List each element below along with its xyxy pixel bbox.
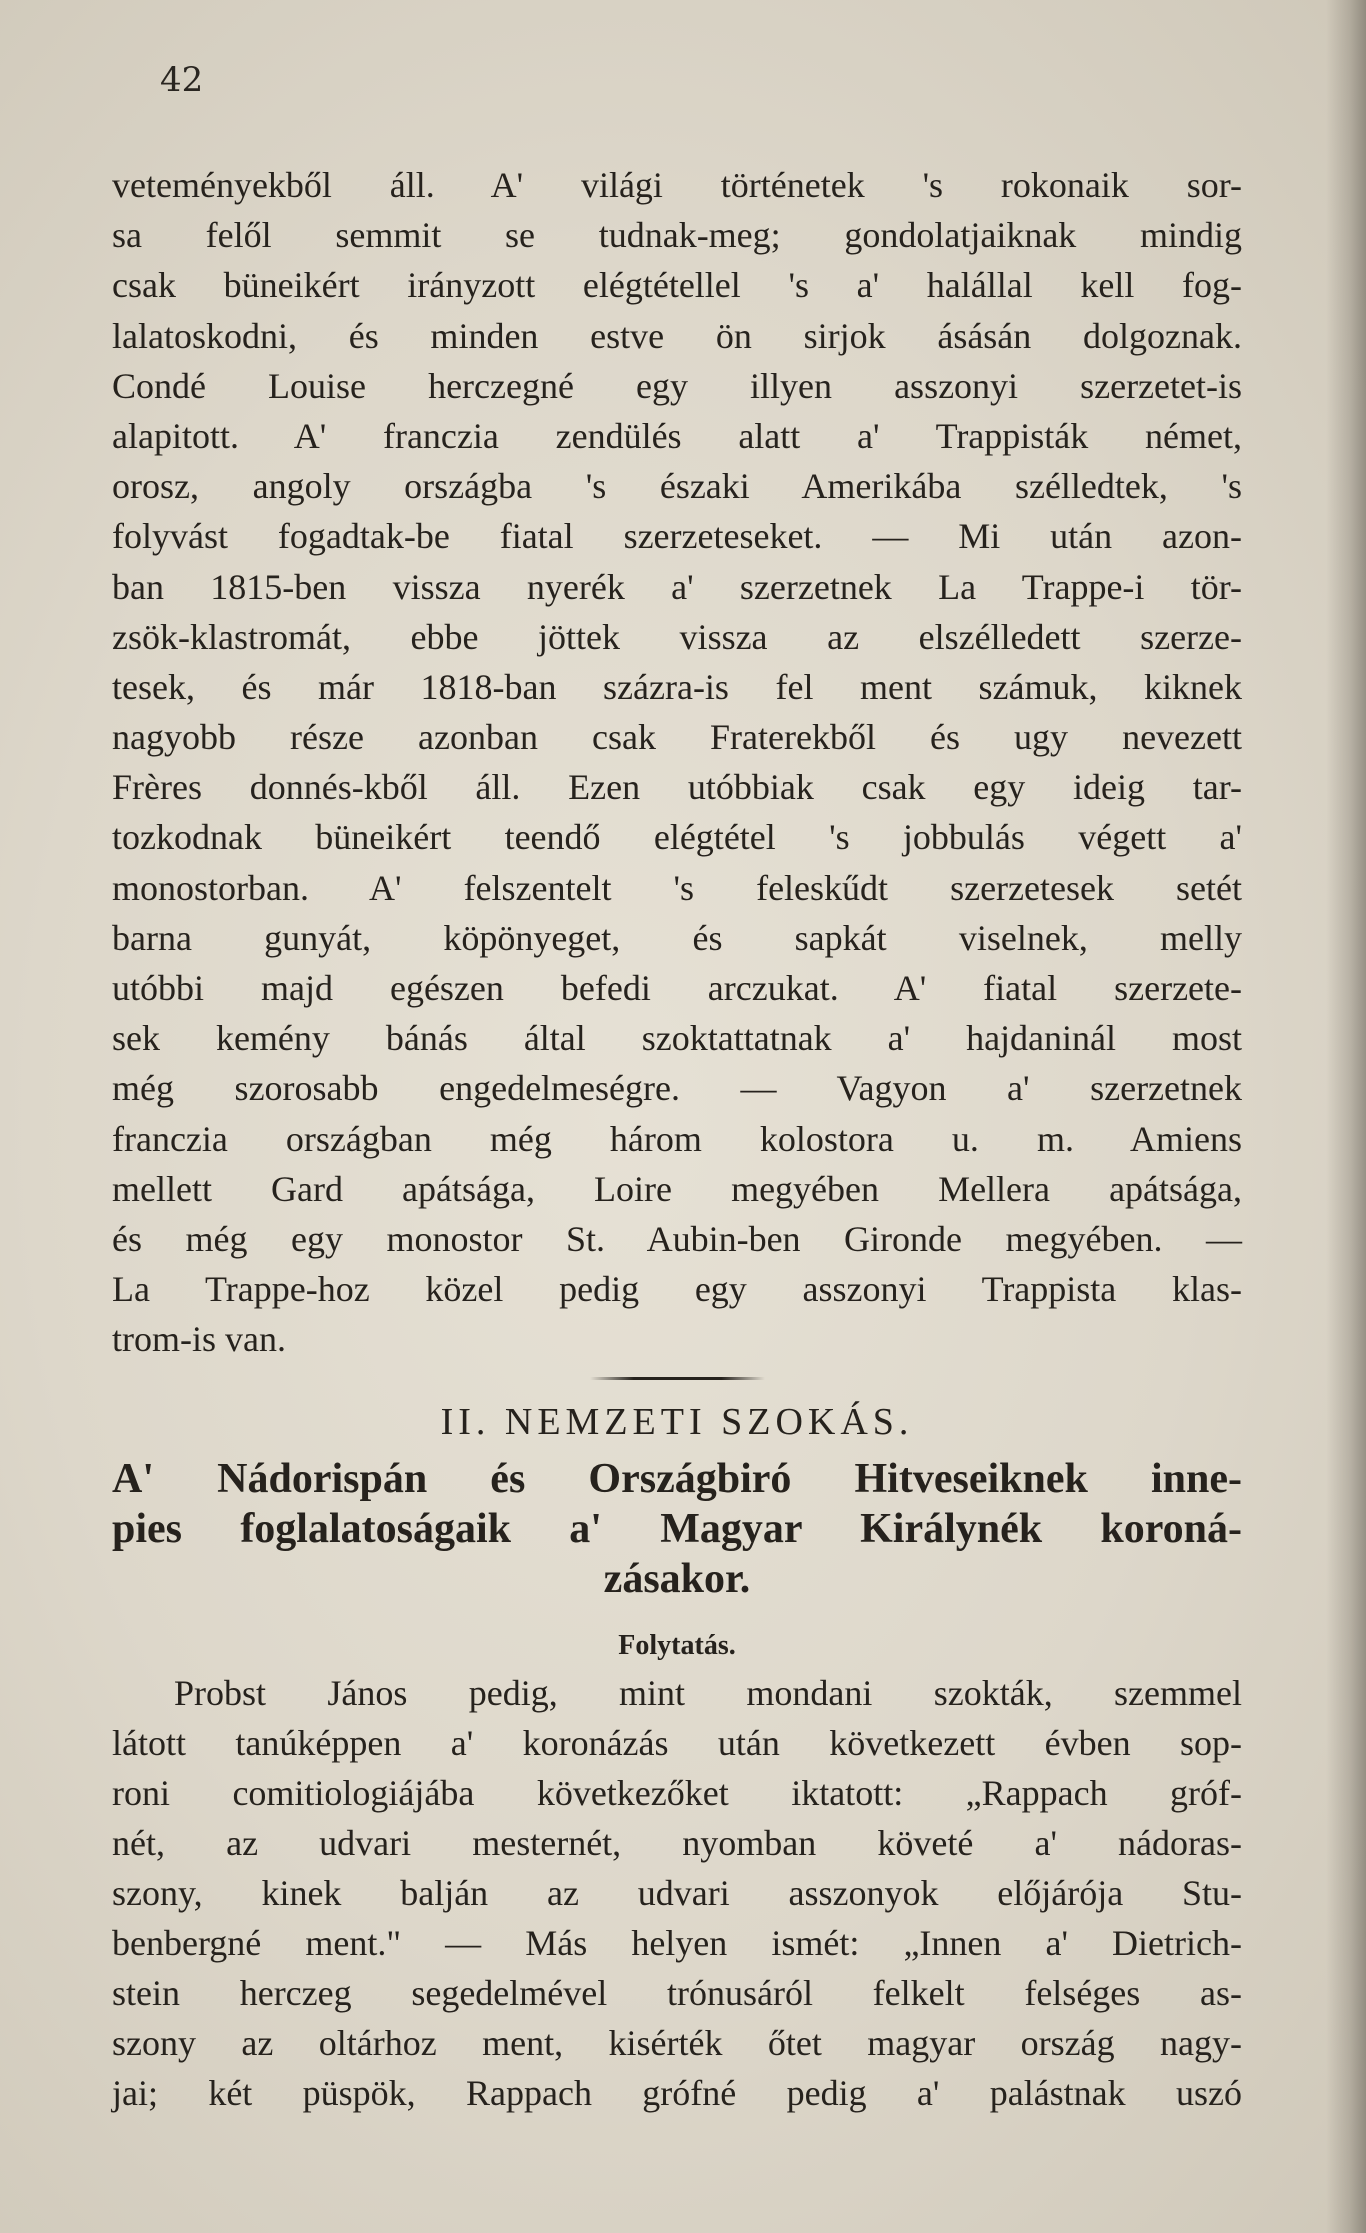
text-line: csak büneikért irányzott elégtétellel 's a' halállal kell fog- [112, 265, 1242, 306]
text-line: lalatoskodni, és minden estve ön sirjok ásásán dolgoznak. [112, 315, 1242, 356]
article-title-line: A' Nádorispán és Országbiró Hitveseiknek inne- [112, 1455, 1242, 1502]
text-line: tesek, és már 1818-ban százra-is fel ment számuk, kiknek [112, 666, 1242, 707]
text-line: sa felől semmit se tudnak-meg; gondolatjaiknak mindig [112, 215, 1242, 256]
text-line: szony, kinek balján az udvari asszonyok előjárója Stu- [112, 1872, 1242, 1913]
text-line: mellett Gard apátsága, Loire megyében Mellera apátsága, [112, 1168, 1242, 1209]
text-line: folyvást fogadtak-be fiatal szerzeteseket. — Mi után azon- [112, 516, 1242, 557]
text-line: stein herczeg segedelmével trónusáról felkelt felséges as- [112, 1972, 1242, 2013]
text-line: alapitott. A' franczia zendülés alatt a' Trappisták német, [112, 415, 1242, 456]
article-title [112, 1454, 1242, 1604]
article-title-line: pies foglalatoságaik a' Magyar Királynék koroná- [112, 1505, 1242, 1552]
text-line: látott tanúképpen a' koronázás után következett évben sop- [112, 1722, 1242, 1763]
text-line: Frères donnés-kből áll. Ezen utóbbiak csak egy ideig tar- [112, 767, 1242, 808]
text-line: ban 1815-ben vissza nyerék a' szerzetnek La Trappe-i tör- [112, 566, 1242, 607]
section-divider [590, 1377, 765, 1380]
text-line: és még egy monostor St. Aubin-ben Gironde megyében. — [112, 1218, 1242, 1259]
text-line: roni comitiologiájába következőket iktatott: „Rappach gróf- [112, 1772, 1242, 1813]
text-line: La Trappe-hoz közel pedig egy asszonyi Trappista klas- [112, 1269, 1242, 1310]
text-line: barna gunyát, köpönyeget, és sapkát viselnek, melly [112, 917, 1242, 958]
text-line: még szorosabb engedelmeségre. — Vagyon a' szerzetnek [112, 1068, 1242, 1109]
text-line: nagyobb része azonban csak Fraterekből és ugy nevezett [112, 717, 1242, 758]
text-column [112, 160, 1242, 2118]
bottom-paragraph [112, 1668, 1242, 2118]
text-line: tozkodnak büneikért teendő elégtétel 's jobbulás végett a' [112, 817, 1242, 858]
continued-label: Folytatás. [618, 1629, 736, 1661]
text-line: utóbbi majd egészen befedi arczukat. A' fiatal szerzete- [112, 968, 1242, 1008]
article-title-line: zásakor. [603, 1555, 751, 1602]
text-line: jai; két püspök, Rappach grófné pedig a' palástnak uszó [112, 2072, 1242, 2113]
text-line: Condé Louise herczegné egy illyen asszonyi szerzetet-is [112, 365, 1242, 406]
text-line: Probst János pedig, mint mondani szokták, szemmel [174, 1672, 1242, 1713]
section-heading: II. NEMZETI SZOKÁS. [440, 1400, 914, 1443]
text-line: sek kemény bánás által szoktattatnak a' hajdaninál most [112, 1018, 1242, 1059]
text-line: franczia országban még három kolostora u. m. Amiens [112, 1118, 1242, 1159]
text-line: szony az oltárhoz ment, kisérték őtet magyar ország nagy- [112, 2022, 1242, 2063]
text-line: monostorban. A' felszentelt 's feleskűdt szerzetesek setét [112, 867, 1242, 908]
text-line: benbergné ment." — Más helyen ismét: „Innen a' Dietrich- [112, 1922, 1242, 1963]
text-line: orosz, angoly országba 's északi Amerikába szélledtek, 's [112, 466, 1242, 507]
text-line: nét, az udvari mesternét, nyomban követé a' nádoras- [112, 1822, 1242, 1863]
top-paragraph [112, 160, 1242, 1365]
page-number: 42 [160, 60, 204, 100]
text-line: zsök-klastromát, ebbe jöttek vissza az elszélledett szerze- [112, 616, 1242, 657]
text-line: trom-is van. [112, 1319, 286, 1360]
text-line: veteményekből áll. A' világi történetek 's rokonaik sor- [112, 165, 1242, 205]
